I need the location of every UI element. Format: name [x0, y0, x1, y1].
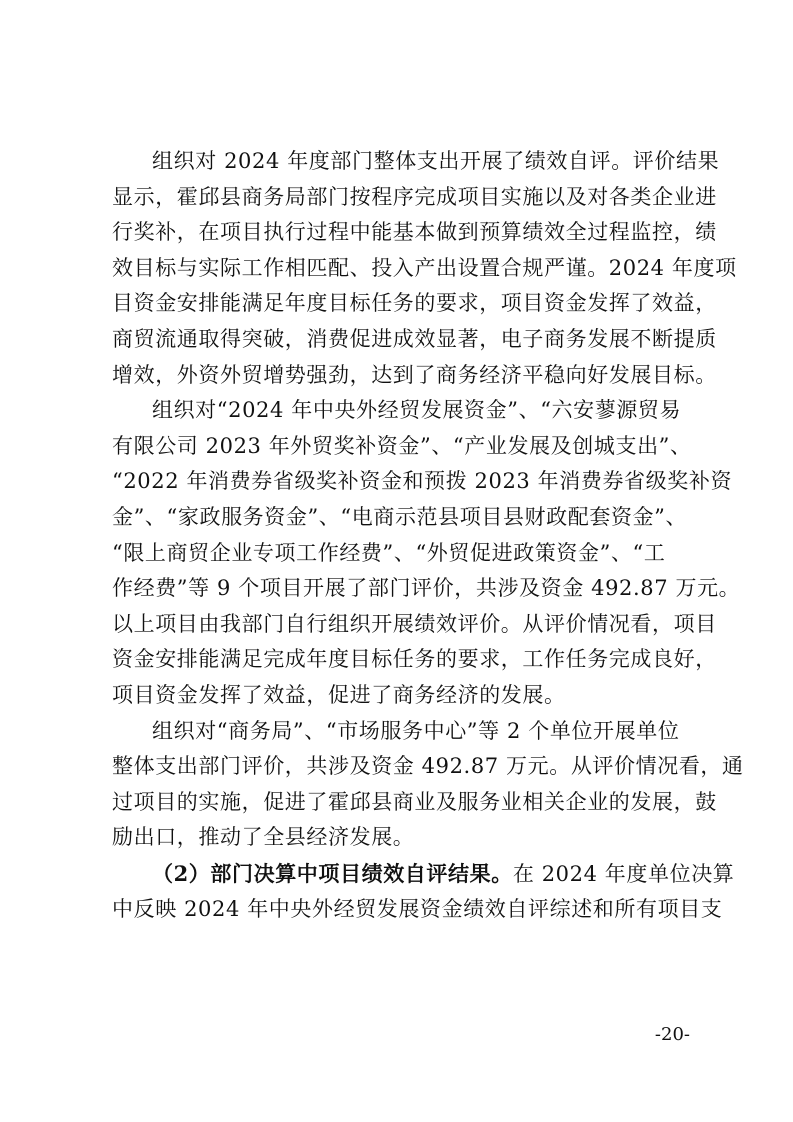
text-line: 组织对 2024 年度部门整体支出开展了绩效自评。评价结果 [152, 149, 720, 173]
text-line: 增效，外资外贸增势强劲，达到了商务经济平稳向好发展目标。 [112, 362, 717, 387]
text-line: 金”、“家政服务资金”、“电商示范县项目县财政配套资金”、 [112, 504, 688, 529]
text-line: 目资金安排能满足年度目标任务的要求，项目资金发挥了效益， [112, 291, 717, 316]
text-line: 显示，霍邱县商务局部门按程序完成项目实施以及对各类企业进 [112, 184, 717, 209]
text-line: 商贸流通取得突破，消费促进成效显著，电子商务发展不断提质 [112, 326, 717, 351]
text-line: 过项目的实施，促进了霍邱县商业及服务业相关企业的发展，鼓 [112, 789, 717, 814]
text-line: “限上商贸企业专项工作经费”、“外贸促进政策资金”、“工 [112, 540, 666, 565]
text-line: “2022 年消费券省级奖补资金和预拨 2023 年消费券省级奖补资 [112, 469, 733, 494]
text-line: 整体支出部门评价，共涉及资金 492.87 万元。从评价情况看，通 [112, 754, 744, 779]
text-line [112, 856, 735, 893]
section-heading: （2）部门决算中项目绩效自评结果。 [152, 860, 513, 886]
text-line: 效目标与实际工作相匹配、投入产出设置合规严谨。2024 年度项 [112, 255, 737, 280]
text-line: 行奖补，在项目执行过程中能基本做到预算绩效全过程监控，绩 [112, 220, 717, 245]
text-line: 组织对“2024 年中央外经贸发展资金”、“六安蓼源贸易 [152, 398, 682, 423]
text-line: 资金安排能满足完成年度目标任务的要求，工作任务完成良好， [112, 647, 717, 672]
page-number: -20- [654, 1024, 690, 1045]
text-line: 以上项目由我部门自行组织开展绩效评价。从评价情况看，项目 [112, 611, 717, 636]
paragraph-final-accounts-results [112, 856, 735, 928]
paragraph-unit-evaluation [112, 714, 744, 856]
text-line: 组织对“商务局”、“市场服务中心”等 2 个单位开展单位 [152, 718, 680, 743]
text-line: 项目资金发挥了效益，促进了商务经济的发展。 [112, 682, 566, 707]
document-body [112, 144, 744, 928]
paragraph-project-evaluation [112, 393, 741, 713]
text-line: 励出口，推动了全县经济发展。 [112, 825, 415, 850]
text-line: 中反映 2024 年中央外经贸发展资金绩效自评综述和所有项目支 [112, 897, 723, 922]
text-line: 作经费”等 9 个项目开展了部门评价，共涉及资金 492.87 万元。 [112, 576, 741, 601]
heading-continuation: 在 2024 年度单位决算 [512, 861, 735, 886]
paragraph-department-self-evaluation [112, 144, 737, 393]
text-line: 有限公司 2023 年外贸奖补资金”、“产业发展及创城支出”、 [112, 433, 692, 458]
